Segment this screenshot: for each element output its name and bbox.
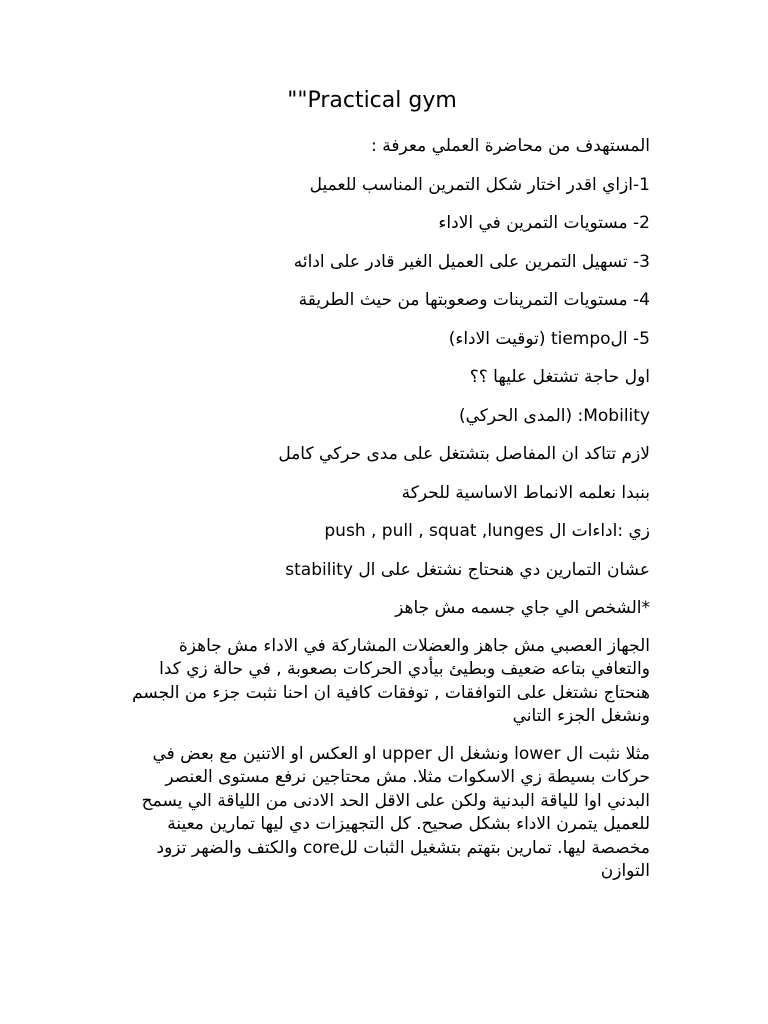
objective-item-5: 5- الtiempo (توقيت الاداء) (448, 328, 650, 349)
movement-examples: زي :اداءات ال push , pull , squat ,lunges (324, 521, 650, 541)
document-body (130, 134, 650, 898)
document-title (0, 88, 768, 113)
objective-item-3: 3- تسهيل التمرين على العميل الغير قادر على ادائه (293, 251, 650, 272)
mobility-note: لازم تتاكد ان المفاصل بتشتغل على مدى حركي كامل (278, 444, 650, 464)
not-ready-heading: *الشخص الي جاي جسمه مش جاهز (395, 598, 650, 618)
not-ready-paragraph: الجهاز العصبي مش جاهز والعضلات المشاركة في الاداء مش جاهزة والتعافي بتاعه ضعيف وبطيئ بيأدي الحركات بصعوبة , في حالة زي كدا هنحتاج نشتغل على التوافقات , توفقات كافية ان احنا نثبت جزء من الجسم ونشغل الجزء التاني (132, 635, 650, 726)
stability-note: عشان التمارين دي هنحتاج نشتغل على ال stability (285, 559, 650, 580)
example-paragraph: مثلا نثبت ال lower ونشغل ال upper او العكس او الاتنين مع بعض في حركات بسيطة زي الاسكوات مثلا. مش محتاجين نرفع مستوى العنصر البدني اوا للياقة البدنية ولكن على الاقل الحد الادنى من اللياقة الي يسمح للعميل يتمرن الاداء بشكل صحيح. كل التجهيزات دي ليها تمارين معينة مخصصة ليها. تمارين بتهتم بتشغيل الثبات للcore والكتف والضهر تزود التوازن (141, 743, 650, 881)
mobility-heading: Mobility: (المدى الحركي) (458, 405, 650, 426)
first-focus-question: اول حاجة تشتغل عليها ؟؟ (469, 367, 650, 387)
document-title-text: ""Practical gym (287, 88, 457, 113)
objective-item-1: 1-ازاي اقدر اختار شكل التمرين المناسب للعميل (309, 174, 650, 195)
objective-item-2: 2- مستويات التمرين في الاداء (438, 213, 650, 233)
objective-item-4: 4- مستويات التمرينات وصعوبتها من حيث الطريقة (298, 290, 650, 310)
movement-patterns-note: بنبدا نعلمه الانماط الاساسية للحركة (401, 482, 650, 503)
objective-heading: المستهدف من محاضرة العملي معرفة : (371, 136, 650, 156)
